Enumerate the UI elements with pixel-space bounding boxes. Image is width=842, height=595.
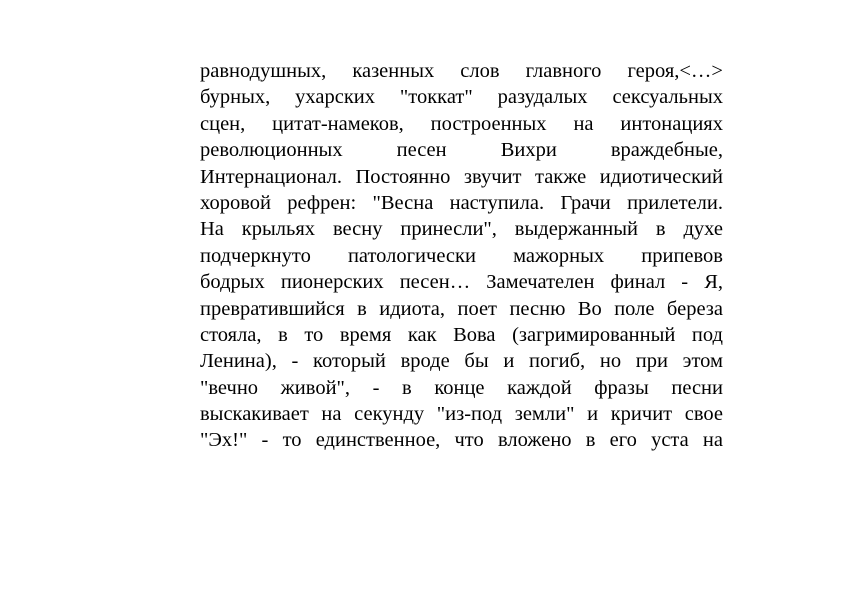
body-text [200,58,723,454]
text-line: равнодушных, казенных слов главного героя,<…> [200,60,723,82]
text-line: бодрых пионерских песен… Замечателен финал - Я, [200,271,723,294]
text-line: выскакивает на секунду "из-под земли" и кричит свое [200,403,723,426]
text-line: сцен, цитат-намеков, построенных на интонациях [200,112,723,135]
text-line: Ленина), - который вроде бы и погиб, но при этом [200,350,723,373]
text-line: "Эх!" - то единственное, что вложено в его уста на [200,429,723,452]
text-line: подчеркнуто патологически мажорных припевов [200,244,723,267]
text-line: хоровой рефрен: "Весна наступила. Грачи прилетели. [200,191,723,214]
text-line: На крыльях весну принесли", выдержанный в духе [200,218,723,241]
text-line: стояла, в то время как Вова (загримированный под [200,323,723,346]
text-line: "вечно живой", - в конце каждой фразы песни [200,376,723,399]
text-line: Интернационал. Постоянно звучит также идиотический [200,165,723,188]
text-line: бурных, ухарских "токкат" разудалых сексуальных [200,86,723,109]
text-line: превратившийся в идиота, поет песню Во поле береза [200,297,723,320]
text-line: революционных песен Вихри враждебные, [200,139,723,162]
